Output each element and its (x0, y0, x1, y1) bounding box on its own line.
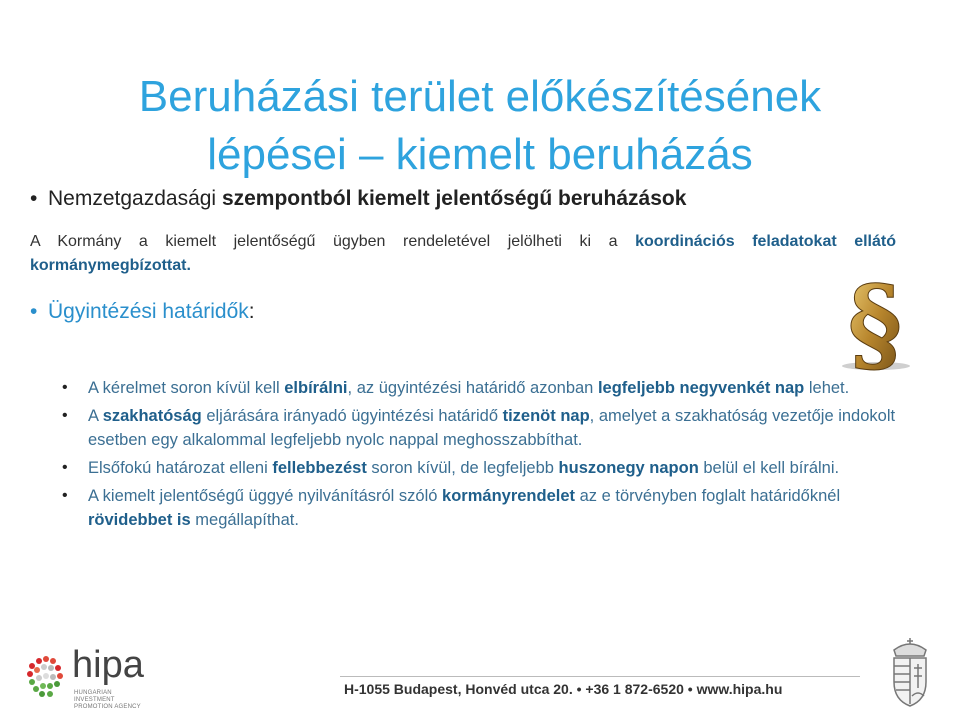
kormany-paragraph (30, 230, 896, 278)
list-item: • A kiemelt jelentőségű üggyé nyilvánításról szóló kormányrendelet az e törvényben foglalt határidőknél rövidebbet is megállapíthat. (62, 484, 902, 532)
paragraph-bold: koordinációs feladatokat ellátó kormánymegbízottat. (30, 233, 897, 274)
hipa-logo-icon (22, 646, 72, 706)
slide-title (0, 68, 960, 184)
bullet-dot: • (30, 300, 38, 323)
section-sign-icon (836, 264, 914, 372)
bullet1-normal: Nemzetgazdasági (48, 187, 222, 210)
hungarian-coat-of-arms-icon (884, 638, 936, 708)
slide-title-line2: lépései – kiemelt beruházás (207, 130, 753, 179)
paragraph-text: A Kormány a kiemelt jelentőségű ügyben rendeletével jelölheti ki a (30, 233, 636, 250)
list-item: • A szakhatóság eljárására irányadó ügyintézési határidő tizenöt nap, amelyet a szakhatóság vezetője indokolt esetben egy alkalommal legfeljebb nyolc nappal meghosszabbíthat. (62, 404, 902, 452)
hataridok-list (62, 376, 902, 536)
bullet-dot: • (30, 187, 38, 210)
ugyintezesi-hataridok-heading (30, 299, 255, 325)
heading2-suffix: : (248, 300, 255, 323)
footer-divider (340, 676, 860, 677)
bullet1-bold: szempontból kiemelt jelentőségű beruházások (221, 187, 687, 210)
hipa-logo-subtitle: HUNGARIAN INVESTMENT PROMOTION AGENCY (74, 690, 141, 710)
heading2-text: Ügyintézési határidők (48, 300, 249, 323)
slide-title-line1: Beruházási terület előkészítésének (138, 72, 822, 121)
bullet-nemzetgazdasagi (30, 186, 686, 212)
svg-text:§: § (847, 264, 903, 372)
footer-address: H-1055 Budapest, Honvéd utca 20. • +36 1 872-6520 • www.hipa.hu (344, 681, 783, 697)
hipa-logo-word: hipa (72, 644, 144, 686)
list-item: • A kérelmet soron kívül kell elbírálni, az ügyintézési határidő azonban legfeljebb negyvenkét nap lehet. (62, 376, 902, 400)
list-item: • Elsőfokú határozat elleni fellebbezést soron kívül, de legfeljebb huszonegy napon belül el kell bírálni. (62, 456, 902, 480)
